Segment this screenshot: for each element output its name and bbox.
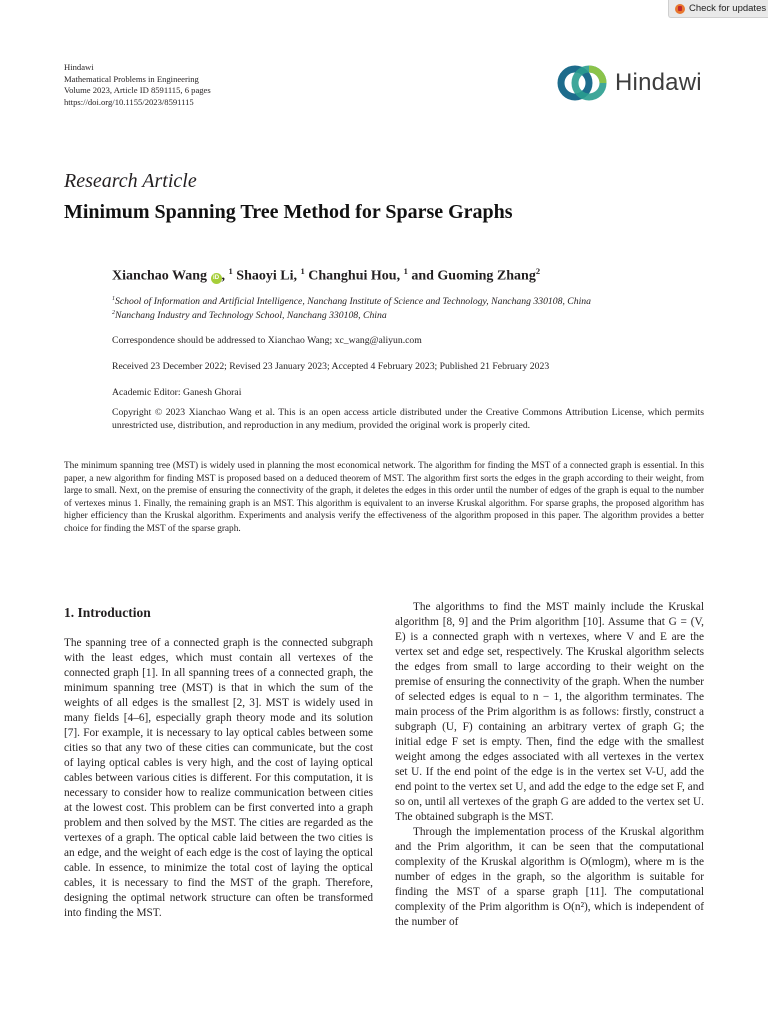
author-name[interactable]: Shaoyi Li bbox=[236, 268, 294, 284]
left-column bbox=[64, 600, 373, 921]
journal-name: Mathematical Problems in Engineering bbox=[64, 73, 199, 84]
author-separator: , bbox=[221, 268, 229, 284]
abstract: The minimum spanning tree (MST) is widely used in planning the most economical network. The algorithm for finding the MST of a connected graph is essential. In this paper, a new algorithm for finding MST is proposed based on a deduced theorem of MST. The algorithm first sorts the edges in the graph according to their weight, from large to small. Next, on the premise of ensuring the connectivity of the graph, it deletes the edges in this order until the number of edges of the graph is equal to the number of vertexes minus 1. Finally, the remaining graph is an MST. This algorithm is equivalent to an inverse Kruskal algorithm. For sparse graphs, the proposed algorithm has higher efficiency than the Kruskal algorithm. Experiments and analysis verify the effectiveness of the algorithm proposed in this paper. The algorithm provides a better choice for finding the MST of the sparse graph. bbox=[64, 461, 704, 534]
affiliation-marker: 2 bbox=[112, 310, 115, 316]
right-column bbox=[395, 600, 704, 930]
author-separator: , bbox=[293, 268, 301, 284]
article-title: Minimum Spanning Tree Method for Sparse Graphs bbox=[64, 201, 513, 223]
affiliation-text: School of Information and Artificial Intelligence, Nanchang Institute of Science and Technology, Nanchang 330108, China bbox=[115, 296, 591, 308]
hindawi-logo bbox=[557, 62, 707, 104]
author-affiliation-marker: 1 bbox=[228, 266, 233, 276]
academic-editor: Academic Editor: Ganesh Ghorai bbox=[112, 387, 242, 398]
body-paragraph: The algorithms to find the MST mainly include the Kruskal algorithm [8, 9] and the Prim algorithm [10]. Assume that G = (V, E) is a connected graph with n vertexes, where V and E are the vertex set and edge set, respectively. The Kruskal algorithm selects the edges from small to large according to their weight on the premise of ensuring the connectivity of the graph. When the number of selected edges is equal to n − 1, the algorithm terminates. The main process of the Prim algorithm is as follows: firstly, construct a subgraph (U, F) containing an arbitrary vertex of graph G; the initial edge F set is empty. Then, find the edge with the smallest weight among the edges associated with all vertexes in the vertex set U. If the end point of the edge is in the vertex set V-U, add the end point to the vertex set U, and add the edge to the edge set F, and so on, until all vertexes of the graph G are added to the vertex set U. The obtained subgraph is the MST. bbox=[395, 601, 704, 823]
author-separator: , bbox=[396, 268, 404, 284]
publisher: Hindawi bbox=[64, 62, 94, 72]
article-type: Research Article bbox=[64, 170, 197, 192]
author-separator: and bbox=[411, 268, 438, 284]
affiliation-text: Nanchang Industry and Technology School, Nanchang 330108, China bbox=[115, 310, 387, 322]
author-affiliation-marker: 1 bbox=[300, 266, 305, 276]
affiliation-1 bbox=[112, 296, 591, 307]
affiliation-marker: 1 bbox=[112, 296, 115, 302]
author-affiliation-marker: 1 bbox=[403, 266, 408, 276]
hindawi-logo-icon bbox=[557, 63, 609, 103]
volume-info: Volume 2023, Article ID 8591115, 6 pages bbox=[64, 85, 211, 96]
author-name[interactable]: Guoming Zhang bbox=[437, 268, 536, 284]
orcid-icon[interactable]: iD bbox=[211, 273, 222, 284]
author-list bbox=[112, 266, 540, 285]
check-for-updates-label: Check for updates bbox=[689, 3, 767, 14]
check-for-updates-icon bbox=[675, 4, 685, 14]
publication-dates: Received 23 December 2022; Revised 23 January 2023; Accepted 4 February 2023; Published 21 February 2023 bbox=[112, 361, 550, 372]
section-heading: 1. Introduction bbox=[64, 605, 151, 620]
header-meta bbox=[64, 62, 211, 109]
author-name[interactable]: Changhui Hou bbox=[308, 268, 397, 284]
copyright-notice: Copyright © 2023 Xianchao Wang et al. This is an open access article distributed under the Creative Commons Attribution License, which permits unrestricted use, distribution, and reproduction in any medium, provided the original work is properly cited. bbox=[112, 407, 704, 431]
body-paragraph: Through the implementation process of the Kruskal algorithm and the Prim algorithm, it can be seen that the computational complexity of the Kruskal algorithm is O(mlogm), where m is the number of edges in the graph, so the algorithm is suitable for finding the MST of a sparse graph [11]. The computational complexity of the Prim algorithm is O(n²), which is independent of the number of bbox=[395, 826, 704, 928]
body-paragraph: The spanning tree of a connected graph is the connected subgraph with the least edges, which must contain all vertexes of the connected graph [1]. In all spanning trees of a connected graph, the minimum spanning tree (MST) is that in which the sum of the weights of all edges is the smallest [2, 3]. MST is widely used in many fields [4–6], especially graph theory mode and its solution [7]. For example, it is necessary to lay optical cables between some cities so that any two of these cities can communicate, but the cost of laying optical cables is very high, and the cost of laying optical cables between various cities is different. For this computation, it is necessary to consider how to realize communication between cities at the lowest cost. This problem can be first converted into a graph problem and then solved by the MST. The cities are regarded as the vertexes of a graph. The optical cable laid between the two cities is an edge, and the weight of each edge is the cost of laying the optical cable. In essence, to minimize the total cost of laying the optical cables, it is necessary to find the MST of the graph. Therefore, designing the optimal network structure can often be transformed into finding the MST. bbox=[64, 637, 373, 919]
hindawi-logo-text: Hindawi bbox=[615, 69, 702, 96]
author-affiliation-marker: 2 bbox=[535, 266, 541, 276]
correspondence: Correspondence should be addressed to Xianchao Wang; xc_wang@aliyun.com bbox=[112, 335, 422, 346]
doi-link[interactable]: https://doi.org/10.1155/2023/8591115 bbox=[64, 97, 194, 108]
affiliation-2 bbox=[112, 310, 387, 321]
check-for-updates-badge[interactable] bbox=[668, 0, 768, 18]
author-name[interactable]: Xianchao Wang bbox=[112, 268, 208, 284]
